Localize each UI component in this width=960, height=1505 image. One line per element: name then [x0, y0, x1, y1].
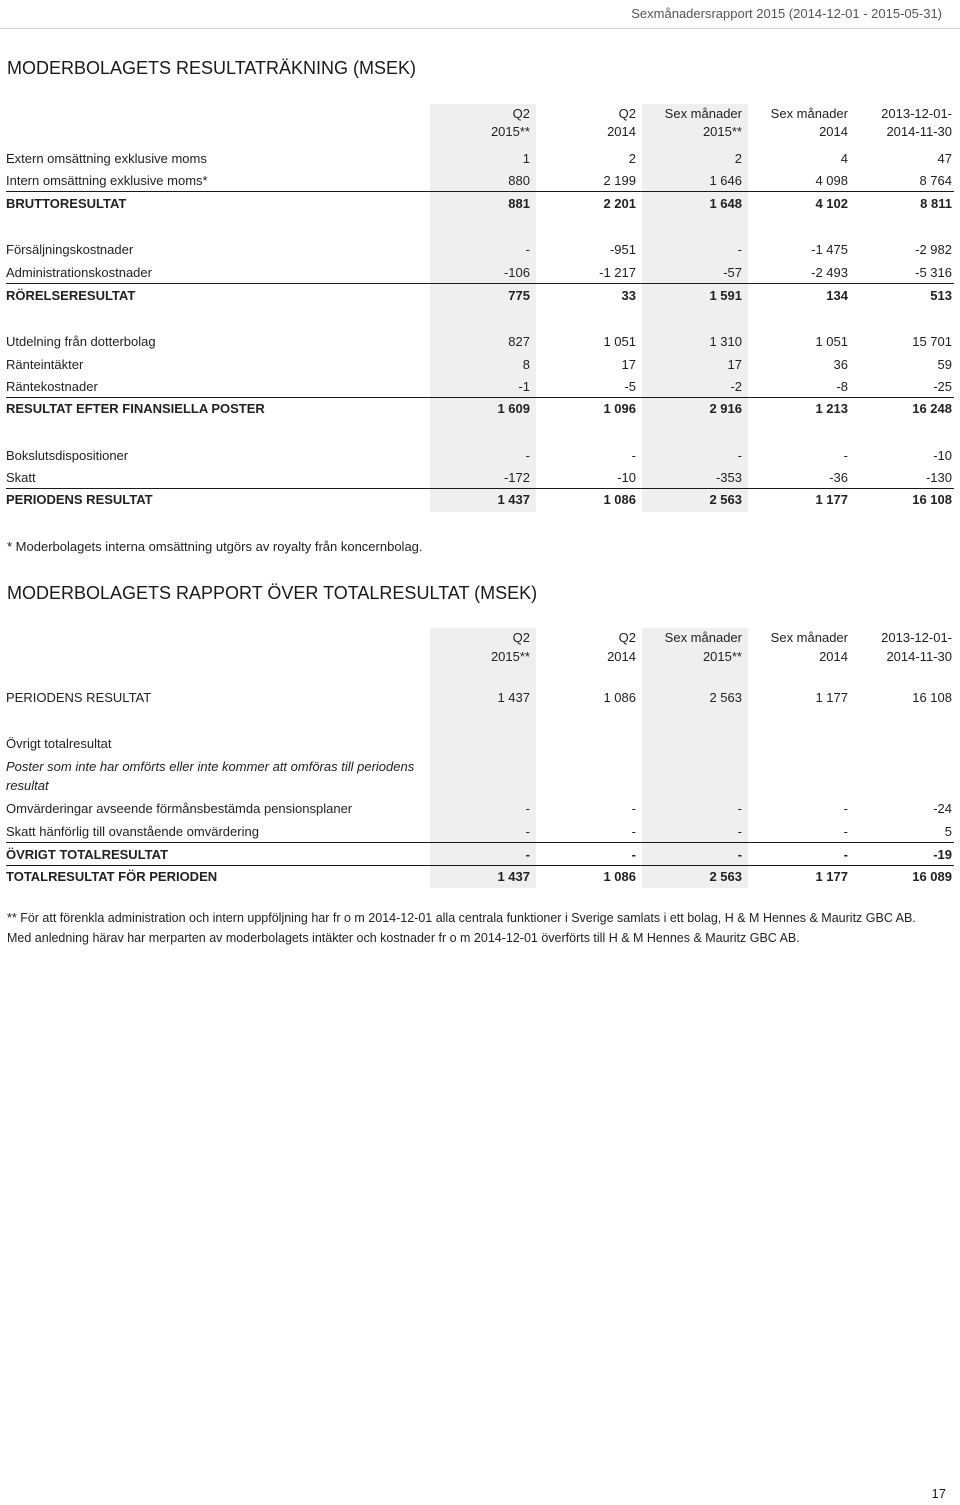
cell: -: [737, 448, 742, 463]
cell: 1 086: [603, 690, 636, 705]
cell: 827: [508, 334, 530, 349]
cell: 1 437: [497, 492, 530, 507]
cell: 1 177: [815, 492, 848, 507]
header-divider: [0, 28, 960, 29]
row-label: Omvärderingar avseende förmånsbestämda pensionsplaner: [6, 801, 353, 816]
col-header: Sex månader: [664, 630, 742, 645]
cell: -2 493: [811, 265, 848, 280]
income-footnote: * Moderbolagets interna omsättning utgörs av royalty från koncernbolag.: [7, 539, 423, 554]
cell: 16 108: [912, 492, 952, 507]
col-header: Sex månader: [770, 630, 848, 645]
table-row: [0, 775, 960, 797]
col-header: Q2: [512, 106, 530, 121]
cell: 1: [522, 151, 530, 166]
table-row: [0, 148, 960, 170]
cell: -130: [925, 470, 952, 485]
cell: 16 248: [912, 401, 952, 416]
cell: -2 982: [915, 242, 952, 257]
cell: 1 609: [497, 401, 530, 416]
column-header-row-2: [0, 649, 960, 671]
table-row-total: [0, 193, 960, 215]
underline: [6, 842, 954, 843]
cell: -: [843, 847, 848, 862]
cell: 2 199: [603, 173, 636, 188]
table-row-total: [0, 285, 960, 307]
row-label: RESULTAT EFTER FINANSIELLA POSTER: [6, 401, 265, 416]
row-label: Räntekostnader: [6, 379, 98, 394]
cell: -5: [624, 379, 636, 394]
cell: -: [525, 801, 530, 816]
cell: 880: [508, 173, 530, 188]
cell: -951: [609, 242, 636, 257]
cell: -8: [836, 379, 848, 394]
cell: 1 591: [709, 288, 742, 303]
cell: 8 764: [919, 173, 952, 188]
cell: -: [843, 448, 848, 463]
cell: 59: [937, 357, 952, 372]
cell: -1 475: [811, 242, 848, 257]
table-row: [0, 239, 960, 261]
col-header: 2015**: [490, 124, 530, 139]
row-label: resultat: [6, 778, 49, 793]
cell: -: [631, 801, 636, 816]
column-header-row-1: [0, 104, 960, 126]
income-statement-title: MODERBOLAGETS RESULTATRÄKNING (MSEK): [7, 58, 417, 78]
col-header: 2015**: [702, 124, 742, 139]
cell: 2 563: [709, 492, 742, 507]
row-label: Utdelning från dotterbolag: [6, 334, 156, 349]
column-header-row-2: [0, 124, 960, 146]
cell: 1 051: [815, 334, 848, 349]
cell: -172: [503, 470, 530, 485]
cell: 15 701: [912, 334, 952, 349]
row-label: Övrigt totalresultat: [6, 736, 112, 751]
cell: -: [631, 448, 636, 463]
comprehensive-title: MODERBOLAGETS RAPPORT ÖVER TOTALRESULTAT (MSEK): [7, 583, 538, 603]
row-label: PERIODENS RESULTAT: [6, 492, 153, 507]
row-label: RÖRELSERESULTAT: [6, 288, 136, 303]
page-number: 17: [931, 1486, 946, 1501]
column-header-row-1: [0, 628, 960, 650]
cell: 881: [508, 196, 530, 211]
table-row: [0, 262, 960, 284]
cell: 1 648: [709, 196, 742, 211]
cell: 2: [734, 151, 742, 166]
col-header: 2014: [607, 649, 636, 664]
cell: -: [525, 847, 530, 862]
table-row: [0, 687, 960, 709]
cell: 16 108: [912, 690, 952, 705]
cell: 2 563: [709, 690, 742, 705]
cell: -10: [617, 470, 636, 485]
cell: 4: [840, 151, 848, 166]
row-label: Försäljningskostnader: [6, 242, 134, 257]
cell: 4 102: [815, 196, 848, 211]
row-label: PERIODENS RESULTAT: [6, 690, 152, 705]
footnote-2: Med anledning härav har merparten av moderbolagets intäkter och kostnader fr o m 2014-12-01 överförts till H & M Hennes & Mauritz GBC AB.: [7, 931, 800, 945]
cell: -25: [933, 379, 952, 394]
row-label: ÖVRIGT TOTALRESULTAT: [6, 847, 169, 862]
row-label: Skatt hänförlig till ovanstående omvärdering: [6, 824, 259, 839]
cell: -: [525, 824, 530, 839]
cell: 5: [944, 824, 952, 839]
row-label: BRUTTORESULTAT: [6, 196, 127, 211]
cell: 1 177: [815, 690, 848, 705]
cell: 134: [826, 288, 848, 303]
row-label: Bokslutsdispositioner: [6, 448, 129, 463]
table-row: [0, 821, 960, 843]
cell: 2: [628, 151, 636, 166]
cell: 1 086: [603, 492, 636, 507]
cell: 8: [522, 357, 530, 372]
col-header: Q2: [512, 630, 530, 645]
col-header: 2015**: [702, 649, 742, 664]
cell: 36: [833, 357, 848, 372]
footnote-1: ** För att förenkla administration och intern uppföljning har fr o m 2014-12-01 alla centrala funktioner i Sverige samlats i ett bolag, H & M Hennes & Mauritz GBC AB.: [7, 911, 916, 925]
row-label: Poster som inte har omförts eller inte kommer att omföras till periodens: [6, 759, 415, 774]
cell: -: [737, 242, 742, 257]
row-label: Intern omsättning exklusive moms*: [6, 173, 208, 188]
table-row: [0, 331, 960, 353]
underline: [6, 191, 954, 192]
cell: 16 089: [912, 869, 952, 884]
col-header: 2015**: [490, 649, 530, 664]
cell: 47: [937, 151, 952, 166]
cell: 4 098: [815, 173, 848, 188]
table-row-total: [0, 489, 960, 511]
cell: 1 310: [709, 334, 742, 349]
row-label: TOTALRESULTAT FÖR PERIODEN: [6, 869, 218, 884]
cell: 1 177: [815, 869, 848, 884]
cell: -: [737, 847, 742, 862]
row-label: Extern omsättning exklusive moms: [6, 151, 207, 166]
cell: 1 646: [709, 173, 742, 188]
row-label: Skatt: [6, 470, 36, 485]
col-header: 2014: [607, 124, 636, 139]
col-header: 2014: [819, 649, 848, 664]
col-header: Q2: [618, 630, 636, 645]
cell: -353: [715, 470, 742, 485]
cell: 1 213: [815, 401, 848, 416]
cell: 1 096: [603, 401, 636, 416]
cell: 1 086: [603, 869, 636, 884]
col-header: Sex månader: [770, 106, 848, 121]
cell: -2: [730, 379, 742, 394]
table-row: [0, 170, 960, 192]
table-row: [0, 376, 960, 398]
cell: -5 316: [915, 265, 952, 280]
table-row: [0, 354, 960, 376]
cell: 2 563: [709, 869, 742, 884]
cell: 513: [930, 288, 952, 303]
cell: -19: [933, 847, 952, 862]
cell: -: [525, 242, 530, 257]
cell: 17: [727, 357, 742, 372]
cell: -106: [503, 265, 530, 280]
cell: 8 811: [920, 196, 952, 211]
cell: -: [737, 801, 742, 816]
report-header: Sexmånadersrapport 2015 (2014-12-01 - 2015-05-31): [631, 6, 942, 21]
col-header: 2014: [819, 124, 848, 139]
col-header: Sex månader: [664, 106, 742, 121]
table-row: [0, 733, 960, 755]
table-row-total: [0, 866, 960, 888]
cell: -: [843, 824, 848, 839]
cell: -24: [933, 801, 952, 816]
cell: 2 916: [709, 401, 742, 416]
col-header: 2014-11-30: [886, 649, 952, 664]
table-row: [0, 798, 960, 820]
cell: -: [631, 847, 636, 862]
cell: 1 437: [497, 690, 530, 705]
table-row: [0, 467, 960, 489]
col-header: 2013-12-01-: [881, 630, 952, 645]
cell: -: [631, 824, 636, 839]
cell: 1 051: [603, 334, 636, 349]
cell: 775: [508, 288, 530, 303]
cell: -1 217: [599, 265, 636, 280]
col-header: 2014-11-30: [886, 124, 952, 139]
cell: -: [525, 448, 530, 463]
cell: 17: [621, 357, 636, 372]
row-label: Ränteintäkter: [6, 357, 84, 372]
cell: -57: [723, 265, 742, 280]
underline: [6, 283, 954, 284]
col-header: Q2: [618, 106, 636, 121]
cell: 2 201: [603, 196, 636, 211]
cell: -36: [829, 470, 848, 485]
table-row-total: [0, 398, 960, 420]
table-row-total: [0, 844, 960, 866]
cell: -: [843, 801, 848, 816]
cell: 33: [621, 288, 636, 303]
cell: 1 437: [497, 869, 530, 884]
cell: -1: [518, 379, 530, 394]
row-label: Administrationskostnader: [6, 265, 152, 280]
cell: -: [737, 824, 742, 839]
table-row: [0, 445, 960, 467]
cell: -10: [933, 448, 952, 463]
col-header: 2013-12-01-: [881, 106, 952, 121]
